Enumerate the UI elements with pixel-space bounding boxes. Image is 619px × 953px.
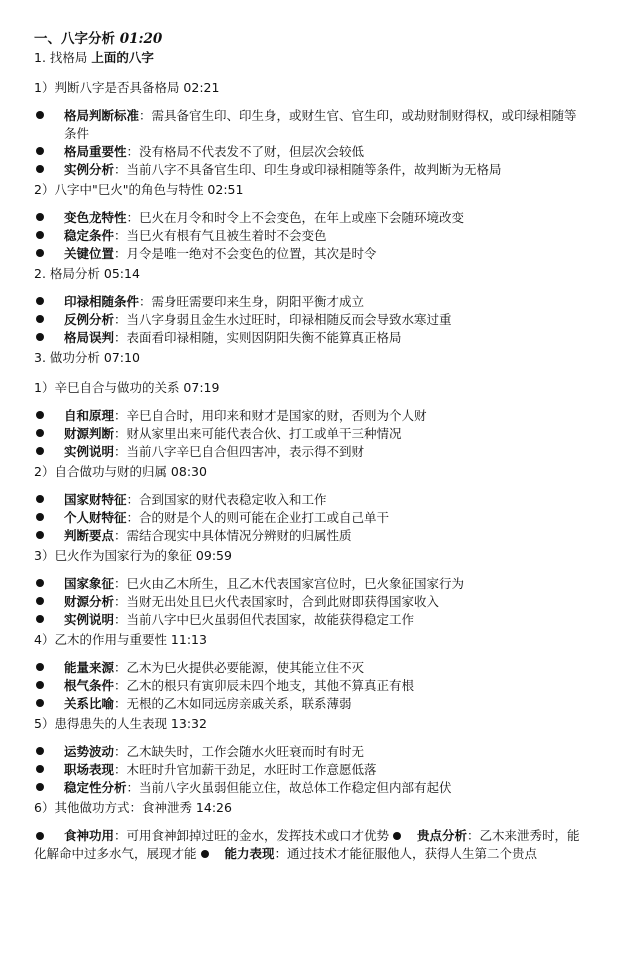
- subtitle: [34, 49, 589, 67]
- list-item: [34, 227, 589, 245]
- section-heading: 3）巳火作为国家行为的象征 09:59: [34, 548, 232, 563]
- item-label: 判断要点: [64, 528, 115, 543]
- section-heading: 3. 做功分析 07:10: [34, 350, 140, 365]
- item-text: ：乙木为巳火提供必要能源，使其能立住不灭: [114, 660, 365, 675]
- section-heading: 6）其他做功方式：食神泄秀 14:26: [34, 800, 232, 815]
- section-heading: 1）判断八字是否具备格局 02:21: [34, 80, 220, 95]
- list-item: [34, 779, 589, 797]
- bullet-icon: [36, 681, 44, 689]
- item-text: ：乙木的根只有寅卯辰未四个地支，其他不算真正有根: [114, 678, 415, 693]
- item-label: 印禄相随条件: [64, 294, 140, 309]
- subtitle-prefix: 1. 找格局: [34, 50, 92, 65]
- bullet-icon: [36, 165, 44, 173]
- last-text-3: ：通过技术才能征服他人，获得人生第二个贵点: [274, 846, 538, 861]
- bullet-icon: [201, 850, 209, 858]
- last-text-1: ：可用食神卸掉过旺的金水，发挥技术或口才优势: [114, 828, 390, 843]
- item-text: ：财从家里出来可能代表合伙、打工或单干三种情况: [114, 426, 402, 441]
- item-text: ：当前八字中巳火虽弱但代表国家，故能获得稳定工作: [114, 612, 415, 627]
- list-item: [34, 509, 589, 527]
- list-item: [34, 695, 589, 713]
- bullet-icon: [393, 832, 401, 840]
- bullet-icon: [36, 531, 44, 539]
- bullet-icon: [36, 333, 44, 341]
- item-text: ：当巳火有根有气且被生着时不会变色: [114, 228, 327, 243]
- bullet-icon: [36, 411, 44, 419]
- item-label: 变色龙特性: [64, 210, 127, 225]
- item-text: ：当前八字不具备官生印、印生身或印禄相随等条件，故判断为无格局: [114, 162, 502, 177]
- item-label: 根气条件: [64, 678, 115, 693]
- bullet-icon: [36, 213, 44, 221]
- last-paragraph: [34, 827, 589, 863]
- document-title: [34, 30, 589, 48]
- last-text-2: ：乙木来泄秀时，能化解命中过多水气，展现才能: [34, 828, 580, 861]
- item-label: 运势波动: [64, 744, 115, 759]
- item-text: ：合的财是个人的则可能在企业打工或自己单干: [126, 510, 390, 525]
- item-text: ：巳火在月令和时令上不会变色，在年上或座下会随环境改变: [126, 210, 465, 225]
- item-text: ：需具备官生印、印生身，或财生官、官生印，或劫财制财得权，或印绿相随等条件: [64, 108, 577, 141]
- list-item: [34, 527, 589, 545]
- section-heading: 2）自合做功与财的归属 08:30: [34, 464, 207, 479]
- item-text: ：月令是唯一绝对不会变色的位置，其次是时令: [114, 246, 377, 261]
- item-label: 实例分析: [64, 162, 115, 177]
- bullet-icon: [36, 747, 44, 755]
- bullet-list: [34, 659, 589, 713]
- bullet-icon: [36, 147, 44, 155]
- list-item: [34, 143, 589, 161]
- bullet-icon: [36, 579, 44, 587]
- title-time: 01:20: [119, 31, 163, 47]
- section-heading: 1）辛巳自合与做功的关系 07:19: [34, 380, 220, 395]
- bullet-icon: [36, 447, 44, 455]
- list-item: [34, 677, 589, 695]
- item-label: 稳定性分析: [64, 780, 127, 795]
- bullet-list: [34, 491, 589, 545]
- bullet-icon: [36, 249, 44, 257]
- item-text: ：当前八字辛巳自合但四害冲，表示得不到财: [114, 444, 365, 459]
- item-label: 格局判断标准: [64, 108, 140, 123]
- list-item: [34, 743, 589, 761]
- bullet-list: [34, 293, 589, 347]
- subtitle-bold: 上面的八字: [91, 50, 154, 65]
- bullet-icon: [36, 832, 44, 840]
- bullet-icon: [36, 663, 44, 671]
- item-text: ：辛巳自合时，用印来和财才是国家的财，否则为个人财: [114, 408, 427, 423]
- bullet-icon: [36, 315, 44, 323]
- item-label: 财源判断: [64, 426, 115, 441]
- item-text: ：当八字身弱且金生水过旺时，印禄相随反而会导致水寒过重: [114, 312, 452, 327]
- item-label: 能量来源: [64, 660, 115, 675]
- bullet-icon: [36, 699, 44, 707]
- list-item: [34, 245, 589, 263]
- bullet-icon: [36, 231, 44, 239]
- item-text: ：当财无出处且巳火代表国家时，合到此财即获得国家收入: [114, 594, 440, 609]
- item-text: ：合到国家的财代表稳定收入和工作: [126, 492, 327, 507]
- item-text: ：当前八字火虽弱但能立住，故总体工作稳定但内部有起伏: [126, 780, 452, 795]
- list-item: [34, 161, 589, 179]
- item-text: ：表面看印禄相随，实则因阴阳失衡不能算真正格局: [114, 330, 402, 345]
- item-label: 反例分析: [64, 312, 115, 327]
- last-label-2: 贵点分析: [417, 828, 468, 843]
- item-label: 关系比喻: [64, 696, 115, 711]
- bullet-list: [34, 107, 589, 179]
- item-text: ：需结合现实中具体情况分辨财的归属性质: [114, 528, 352, 543]
- last-label-3: 能力表现: [224, 846, 275, 861]
- list-item: [34, 443, 589, 461]
- list-item: [34, 293, 589, 311]
- bullet-icon: [36, 495, 44, 503]
- item-label: 实例说明: [64, 444, 115, 459]
- section-heading: 2. 格局分析 05:14: [34, 266, 140, 281]
- item-label: 职场表现: [64, 762, 115, 777]
- item-text: ：木旺时升官加薪干劲足，水旺时工作意愿低落: [114, 762, 377, 777]
- bullet-list: [34, 407, 589, 461]
- list-item: [34, 107, 589, 143]
- item-label: 稳定条件: [64, 228, 115, 243]
- list-item: [34, 209, 589, 227]
- bullet-icon: [36, 111, 44, 119]
- bullet-list: [34, 743, 589, 797]
- list-item: [34, 593, 589, 611]
- item-label: 格局误判: [64, 330, 115, 345]
- bullet-icon: [36, 513, 44, 521]
- list-item: [34, 611, 589, 629]
- bullet-icon: [36, 765, 44, 773]
- sections-container: [34, 79, 589, 817]
- bullet-icon: [36, 429, 44, 437]
- item-text: ：无根的乙木如同远房亲戚关系，联系薄弱: [114, 696, 352, 711]
- title-text: 一、八字分析: [34, 31, 115, 47]
- item-text: ：巳火由乙木所生，且乙木代表国家宫位时，巳火象征国家行为: [114, 576, 465, 591]
- list-item: [34, 575, 589, 593]
- last-label-1: 食神功用: [64, 828, 115, 843]
- section-heading: 5）患得患失的人生表现 13:32: [34, 716, 207, 731]
- bullet-list: [34, 575, 589, 629]
- list-item: [34, 329, 589, 347]
- bullet-list: [34, 209, 589, 263]
- item-label: 格局重要性: [64, 144, 127, 159]
- item-text: ：需身旺需要印来生身，阴阳平衡才成立: [139, 294, 365, 309]
- item-text: ：没有格局不代表发不了财，但层次会较低: [126, 144, 365, 159]
- list-item: [34, 761, 589, 779]
- bullet-icon: [36, 597, 44, 605]
- item-label: 个人财特征: [64, 510, 127, 525]
- section-heading: 2）八字中"巳火"的角色与特性 02:51: [34, 182, 244, 197]
- list-item: [34, 491, 589, 509]
- item-label: 财源分析: [64, 594, 115, 609]
- bullet-icon: [36, 615, 44, 623]
- item-text: ：乙木缺失时，工作会随水火旺衰而时有时无: [114, 744, 365, 759]
- item-label: 国家财特征: [64, 492, 127, 507]
- section-heading: 4）乙木的作用与重要性 11:13: [34, 632, 207, 647]
- list-item: [34, 425, 589, 443]
- bullet-icon: [36, 297, 44, 305]
- item-label: 关键位置: [64, 246, 115, 261]
- list-item: [34, 659, 589, 677]
- item-label: 实例说明: [64, 612, 115, 627]
- list-item: [34, 407, 589, 425]
- list-item: [34, 311, 589, 329]
- bullet-icon: [36, 783, 44, 791]
- item-label: 国家象征: [64, 576, 115, 591]
- item-label: 自和原理: [64, 408, 115, 423]
